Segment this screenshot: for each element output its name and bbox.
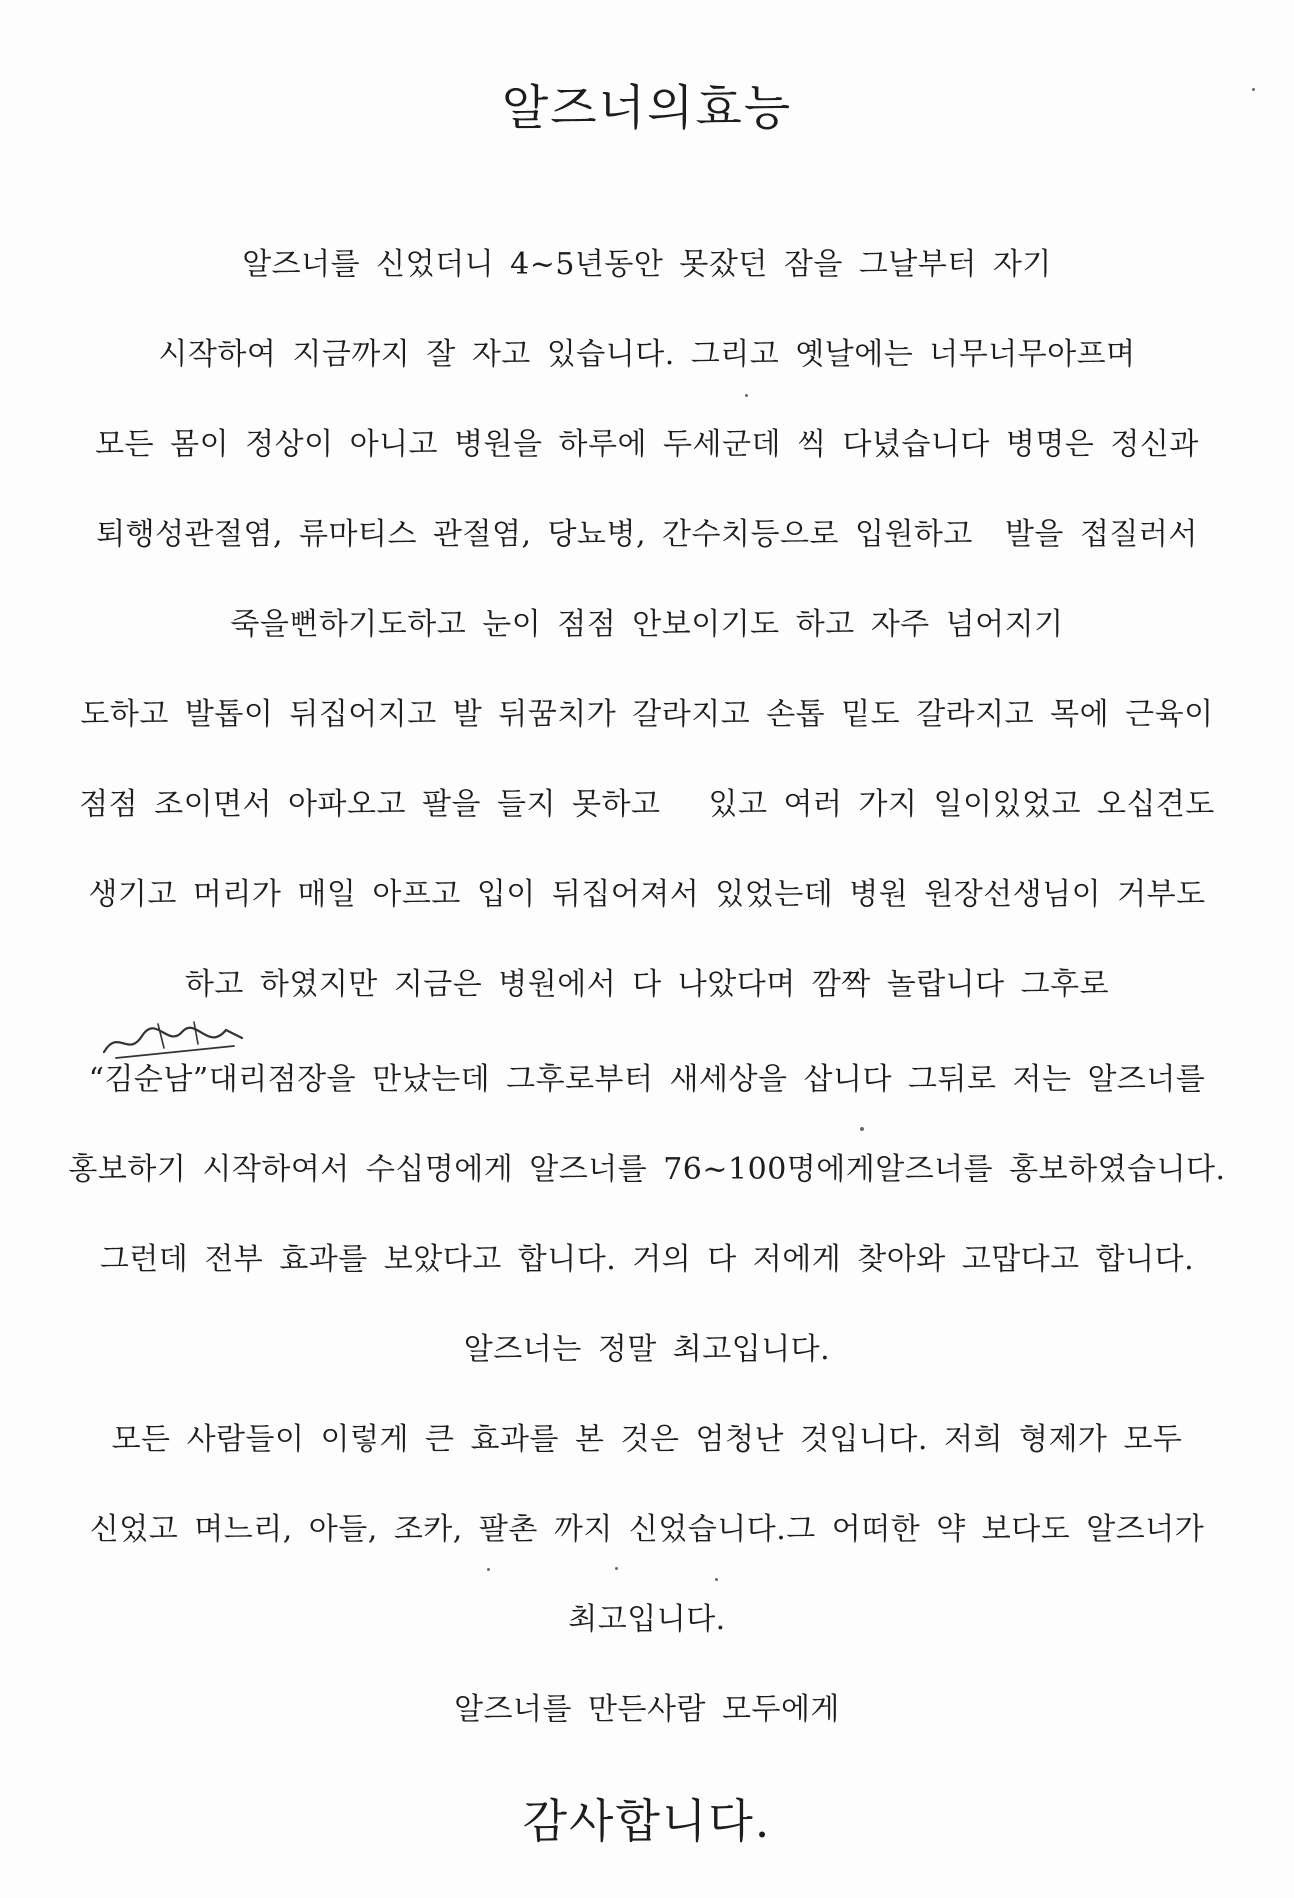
body-line-17: 알즈너를 만든사람 모두에게: [454, 1692, 840, 1727]
scan-speck: [487, 1568, 490, 1571]
closing-thanks: 감사합니다.: [522, 1794, 772, 1848]
body-line-7: 점점 조이면서 아파오고 팔을 들지 못하고 있고 여러 가지 일이있었고 오십견도: [79, 787, 1215, 822]
body-line-13: 알즈너는 정말 최고입니다.: [463, 1332, 831, 1367]
document-title: 알즈너의효능: [501, 80, 793, 136]
scan-speck: [1252, 88, 1255, 91]
body-line-15: 신었고 며느리, 아들, 조카, 팔촌 까지 신었습니다.그 어떠한 약 보다도 알즈너가: [89, 1512, 1205, 1547]
handwritten-note: [98, 1018, 248, 1066]
body-line-11: 홍보하기 시작하여서 수십명에게 알즈너를 76~100명에게알즈너를 홍보하였습니다.: [68, 1152, 1226, 1187]
scan-speck: [860, 1127, 864, 1131]
body-line-4: 퇴행성관절염, 류마티스 관절염, 당뇨병, 간수치등으로 입원하고 발을 접질러서: [96, 517, 1198, 552]
body-line-6: 도하고 발톱이 뒤집어지고 발 뒤꿈치가 갈라지고 손톱 밑도 갈라지고 목에 근육이: [80, 697, 1214, 732]
body-line-2: 시작하여 지금까지 잘 자고 있습니다. 그리고 옛날에는 너무너무아프며: [158, 337, 1136, 372]
body-line-12: 그런데 전부 효과를 보았다고 합니다. 거의 다 저에게 찾아와 고맙다고 합니다.: [99, 1242, 1195, 1277]
body-line-5: 죽을뻔하기도하고 눈이 점점 안보이기도 하고 자주 넘어지기: [230, 607, 1064, 642]
body-line-1: 알즈너를 신었더니 4~5년동안 못잤던 잠을 그날부터 자기: [242, 247, 1052, 282]
scan-speck: [715, 1578, 718, 1581]
body-line-8: 생기고 머리가 매일 아프고 입이 뒤집어져서 있었는데 병원 원장선생님이 거부도: [88, 877, 1206, 912]
body-line-16: 최고입니다.: [568, 1602, 726, 1637]
scan-speck: [745, 394, 748, 397]
body-line-3: 모든 몸이 정상이 아니고 병원을 하루에 두세군데 씩 다녔습니다 병명은 정신과: [95, 427, 1199, 462]
body-line-10: “김순남”대리점장을 만났는데 그후로부터 새세상을 삽니다 그뒤로 저는 알즈너를: [88, 1062, 1206, 1097]
scan-speck: [615, 1567, 618, 1570]
body-line-9: 하고 하였지만 지금은 병원에서 다 나았다며 깜짝 놀랍니다 그후로: [184, 967, 1110, 1002]
body-line-14: 모든 사람들이 이렇게 큰 효과를 본 것은 엄청난 것입니다. 저희 형제가 모두: [111, 1422, 1183, 1457]
